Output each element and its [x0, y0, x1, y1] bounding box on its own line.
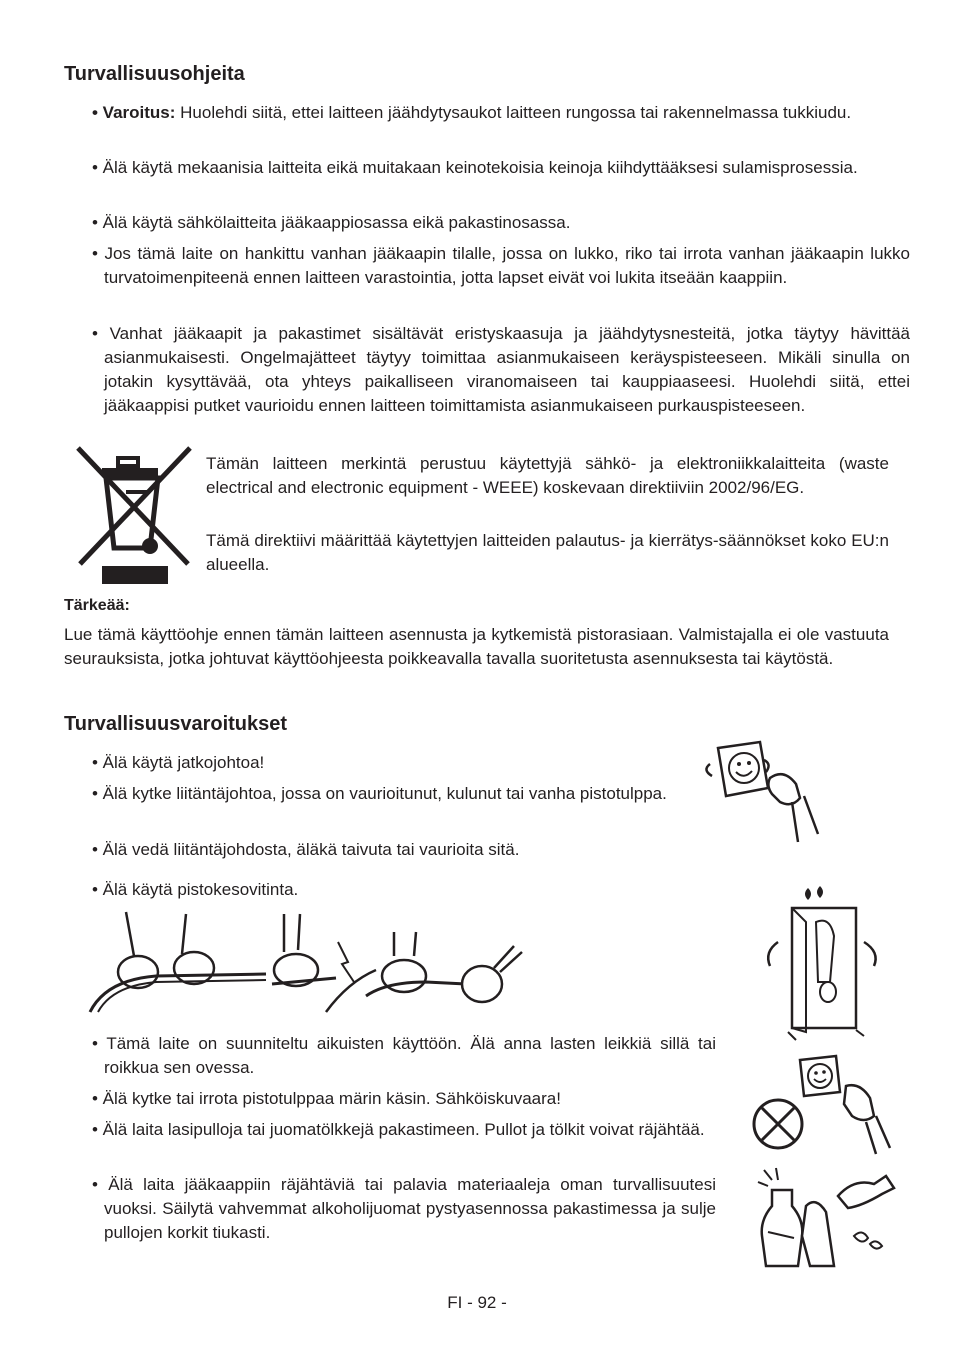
- cable-handling-icon: [86, 912, 526, 1012]
- socket-hand-icon: [700, 738, 820, 848]
- important-label: Tärkeää:: [64, 597, 130, 614]
- wet-hand-socket-icon: [752, 1052, 892, 1158]
- list-item: • Älä käytä sähkölaitteita jääkaappiosassa eikä pakastinosassa.: [92, 213, 571, 232]
- important-text: Lue tämä käyttöohje ennen tämän laitteen asennusta ja kytkemistä pistorasiaan. Valmistajalla ei ole vastuuta seurauksista, jotka johtuvat käyttöohjeesta poikkeavalla tavalla suoritetusta asennuksesta tai käytöstä.: [64, 625, 889, 668]
- list-item: • Älä käytä pistokesovitinta.: [92, 880, 299, 899]
- weee-crossed-bin-icon: [78, 448, 194, 586]
- section-heading-safety-warnings: Turvallisuusvaroitukset: [64, 713, 288, 735]
- exploding-bottles-icon: [754, 1166, 896, 1272]
- list-item: [84, 101, 910, 125]
- list-item: • Älä kytke tai irrota pistotulppaa märin käsin. Sähköiskuvaara!: [92, 1089, 561, 1108]
- list-item: • Vanhat jääkaapit ja pakastimet sisältävät eristyskaasuja ja jäähdytysnesteitä, jotka täytyy hävittää asianmukaisesti. Ongelmajätteet täytyy toimittaa asianmukaiseen keräyspisteeseen. Mikäli sinulla on jotakin kysyttävää, ota yhteys paikalliseen viranomaiseen tai kauppiaaseesi. Huolehdi siitä, ettei jääkaappisi putket vaurioidu ennen laitteen toimittamista asianmukaiseen purkauspisteeseen.: [92, 324, 910, 415]
- page-number: FI - 92 -: [447, 1293, 507, 1312]
- list-item: • Älä vedä liitäntäjohdosta, äläkä taivuta tai vaurioita sitä.: [92, 840, 520, 859]
- list-item: • Jos tämä laite on hankittu vanhan jääkaapin tilalle, jossa on lukko, riko tai irrota vanhan jääkaapin lukko turvatoimenpiteenä ennen laitteen varastointia, jotta lapset eivät voi lukita itseään kaappiin.: [92, 244, 910, 287]
- list-item: • Älä laita jääkaappiin räjähtäviä tai palavia materiaaleja oman turvallisuutesi vuoksi. Säilytä vahvemmat alkoholijuomat pystyasennossa pakastimessa ja sulje pullojen korkit tiukasti.: [92, 1175, 716, 1242]
- list-item: • Tämä laite on suunniteltu aikuisten käyttöön. Älä anna lasten leikkiä sillä tai roikkua sen ovessa.: [92, 1034, 716, 1077]
- section-heading-safety-instructions: Turvallisuusohjeita: [64, 63, 245, 85]
- list-item: • Älä laita lasipulloja tai juomatölkkejä pakastimeen. Pullot ja tölkit voivat räjähtää.: [92, 1120, 705, 1139]
- weee-text-1: Tämän laitteen merkintä perustuu käytettyjä sähkö- ja elektroniikkalaitteita (waste electrical and electronic equipment - WEEE) koskevaan direktiiviin 2002/96/EG.: [206, 454, 889, 497]
- weee-text-2: Tämä direktiivi määrittää käytettyjen laitteiden palautus- ja kierrätys-säännökset koko EU:n alueella.: [206, 531, 889, 574]
- list-item: • Älä kytke liitäntäjohtoa, jossa on vaurioitunut, kulunut tai vanha pistotulppa.: [92, 784, 667, 803]
- warning-label: • Varoitus:: [92, 103, 176, 122]
- warning-text: Huolehdi siitä, ettei laitteen jäähdytysaukot laitteen rungossa tai rakennelmassa tukkiudu.: [175, 103, 852, 122]
- list-item: • Älä käytä jatkojohtoa!: [92, 753, 265, 772]
- child-fridge-door-icon: [756, 882, 886, 1042]
- list-item: • Älä käytä mekaanisia laitteita eikä muitakaan keinotekoisia keinoja kiihdyttääksesi sulamisprosessia.: [92, 158, 858, 177]
